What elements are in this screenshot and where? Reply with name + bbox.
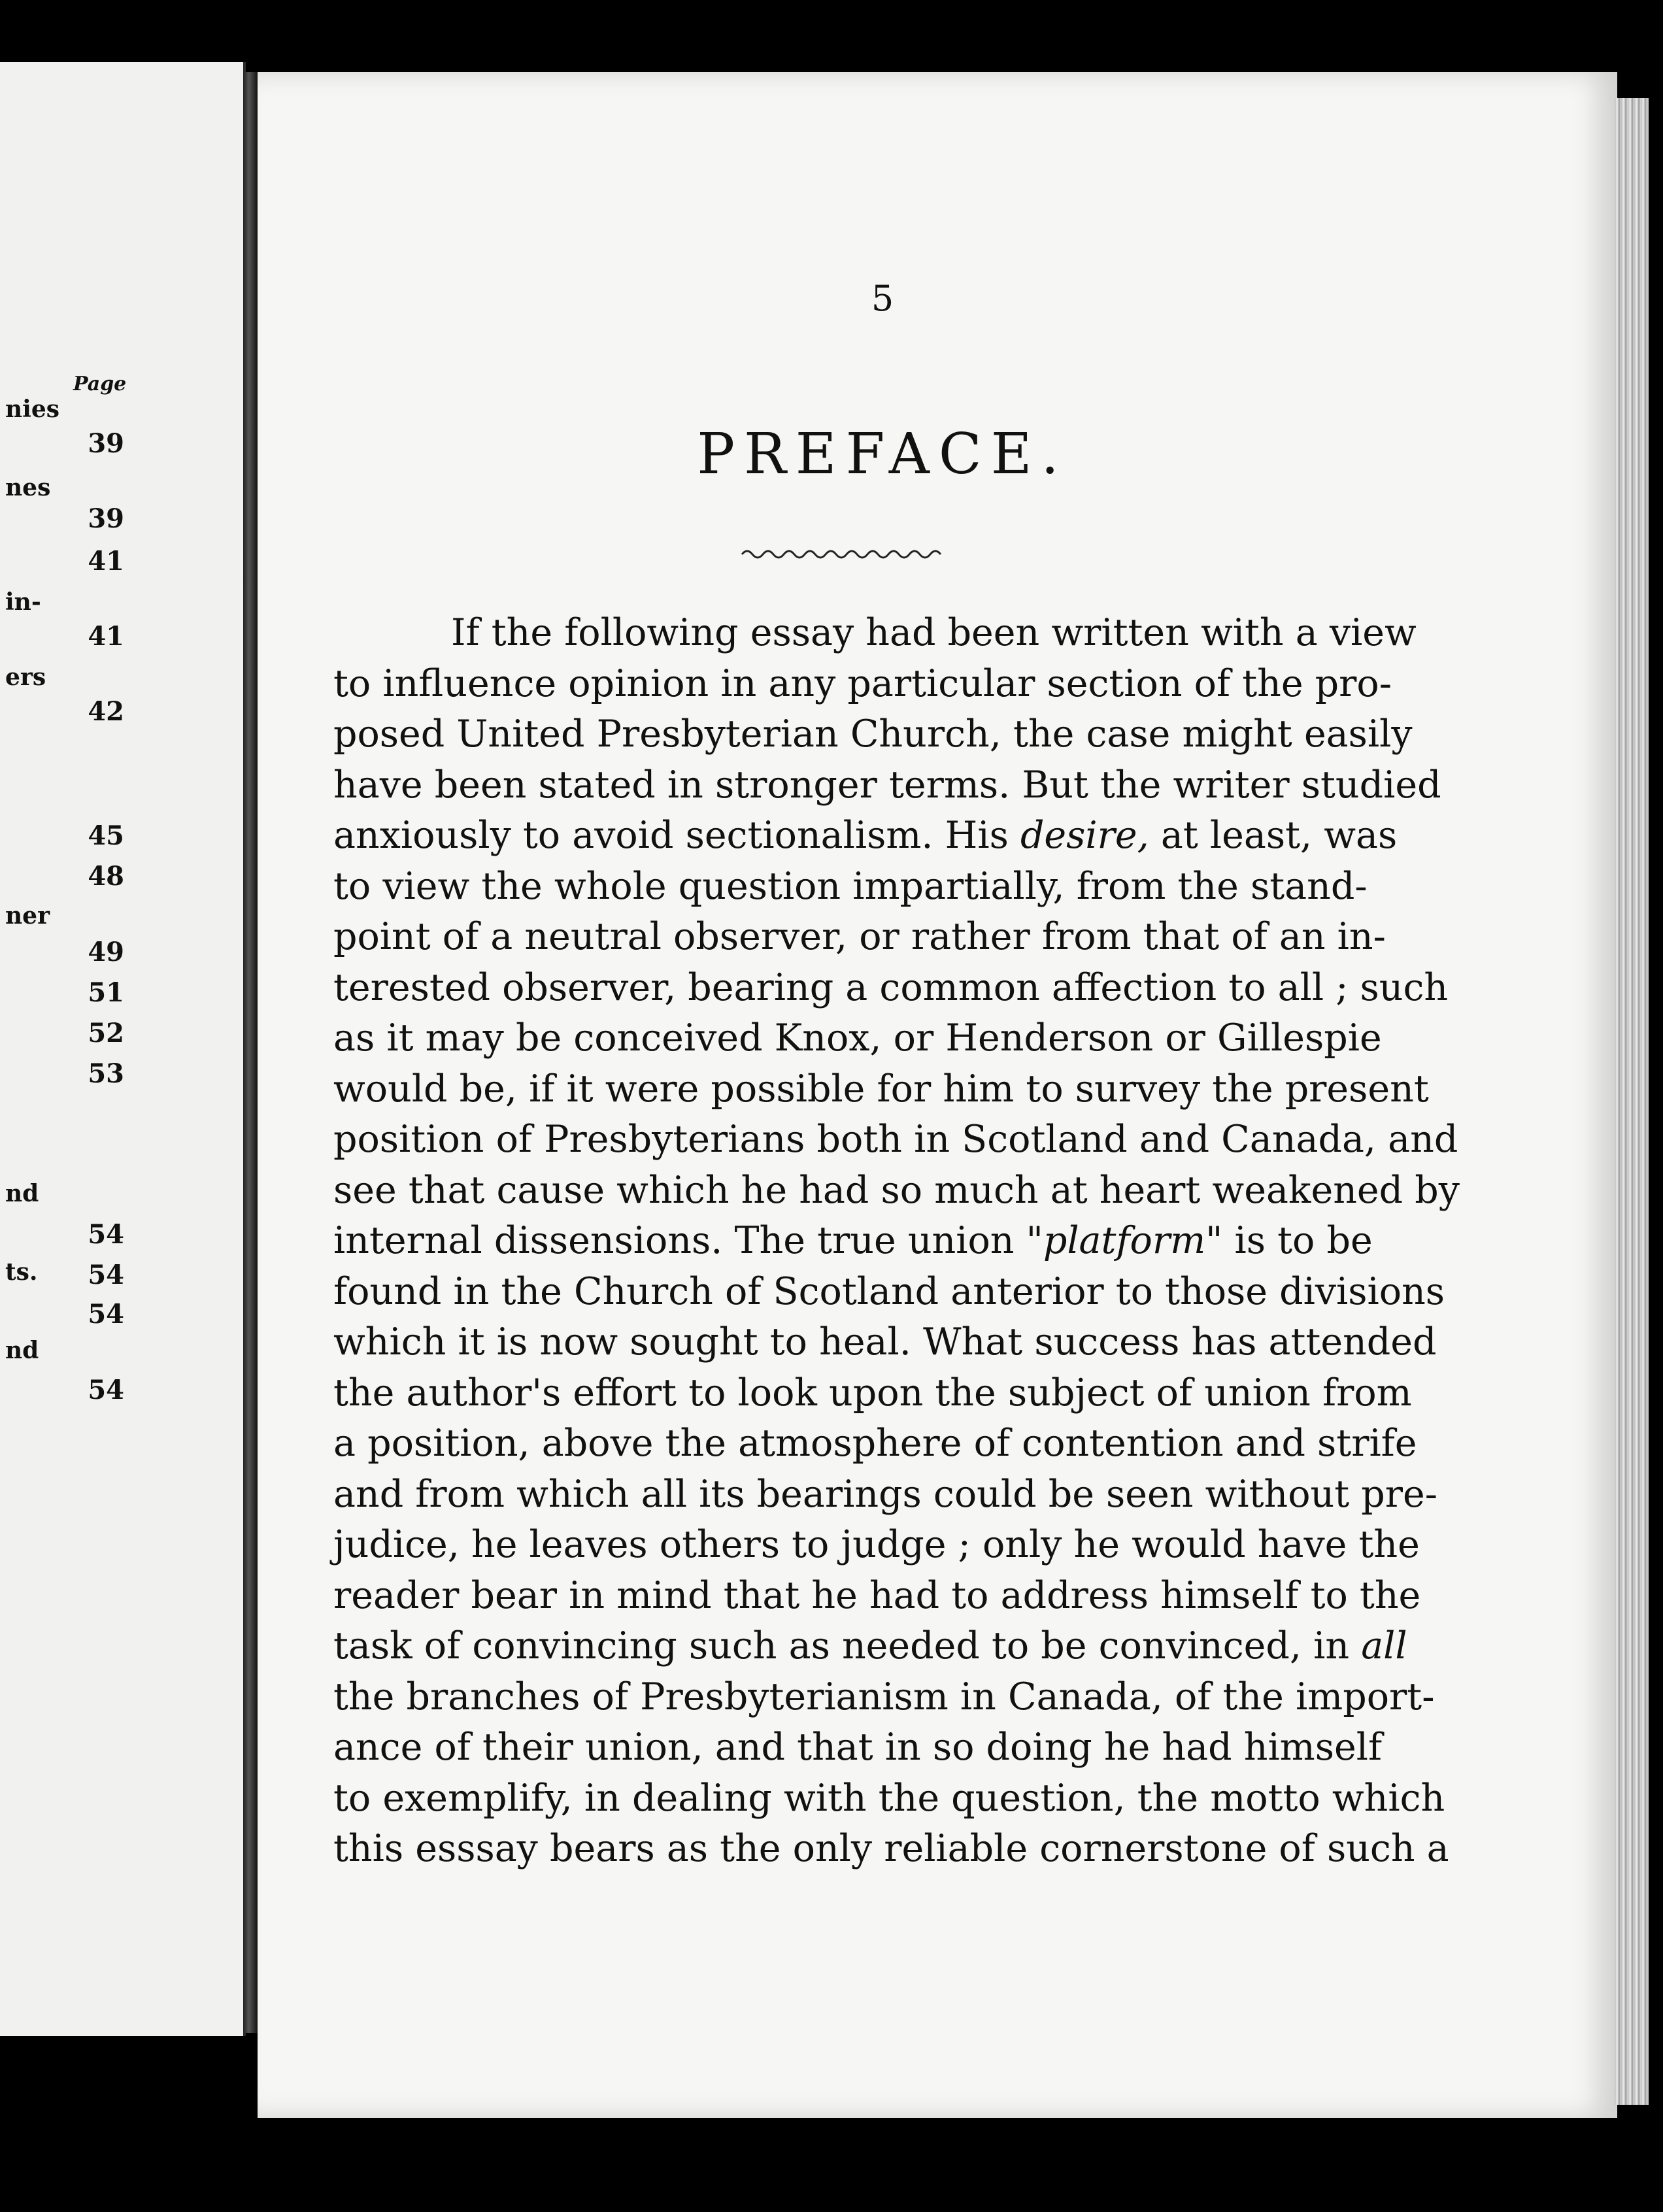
toc-fragment: ner <box>5 902 50 930</box>
text-line: posed United Presbyterian Church, the case might easily <box>333 712 1413 756</box>
text-line: a position, above the atmosphere of contention and strife <box>333 1422 1417 1465</box>
toc-fragment: nd <box>5 1180 39 1207</box>
italic-word: all <box>1361 1624 1407 1667</box>
text-line-with-italic: anxiously to avoid sectionalism. His desire, at least, was <box>333 814 1398 857</box>
toc-fragment: nes <box>5 474 51 501</box>
text-line: judice, he leaves others to judge ; only he would have the <box>333 1523 1420 1566</box>
text-line: the branches of Presbyterianism in Canada, of the import- <box>333 1675 1435 1718</box>
toc-page-number: 54 <box>88 1260 124 1290</box>
left-page <box>0 62 246 2036</box>
text-line: point of a neutral observer, or rather from that of an in- <box>333 915 1386 958</box>
toc-fragment: ers <box>5 663 46 691</box>
toc-page-number: 53 <box>88 1058 124 1089</box>
toc-page-number: 42 <box>88 696 124 727</box>
toc-page-number: 41 <box>88 621 124 652</box>
italic-word: "platform" <box>1026 1219 1223 1262</box>
toc-fragment: nd <box>5 1337 39 1364</box>
text-line: the author's effort to look upon the subject of union from <box>333 1371 1412 1415</box>
toc-page-number: 45 <box>88 820 124 851</box>
text-line: ance of their union, and that in so doing he had himself <box>333 1726 1383 1769</box>
page-title: PREFACE. <box>697 422 1068 487</box>
text-line: and from which all its bearings could be seen without pre- <box>333 1472 1438 1516</box>
text-line: this esssay bears as the only reliable cornerstone of such a <box>333 1827 1449 1870</box>
text-line: found in the Church of Scotland anterior to those divisions <box>333 1269 1445 1313</box>
toc-page-number: 51 <box>88 977 124 1008</box>
toc-page-number: 39 <box>88 503 124 534</box>
toc-fragment: in- <box>5 588 41 616</box>
text-line: to view the whole question impartially, from the stand- <box>333 864 1368 908</box>
text-line: see that cause which he had so much at heart weakened by <box>333 1168 1460 1212</box>
toc-page-number: 54 <box>88 1299 124 1330</box>
preface-paragraph <box>333 608 1460 1875</box>
toc-page-number: 39 <box>88 428 124 459</box>
text-line: reader bear in mind that he had to address himself to the <box>333 1573 1421 1617</box>
toc-fragment: ts. <box>5 1258 38 1286</box>
toc-page-header: Page <box>73 373 127 395</box>
toc-page-number: 54 <box>88 1375 124 1405</box>
toc-fragment: nies <box>5 395 60 423</box>
italic-word: desire, <box>1020 814 1149 857</box>
wavy-ornament-divider <box>739 543 948 569</box>
text-line: which it is now sought to heal. What success has attended <box>333 1320 1437 1364</box>
text-line: have been stated in stronger terms. But the writer studied <box>333 763 1441 807</box>
toc-page-number: 49 <box>88 937 124 967</box>
text-line: as it may be conceived Knox, or Henderson or Gillespie <box>333 1016 1382 1060</box>
page-number: 5 <box>871 278 894 319</box>
toc-page-number: 52 <box>88 1018 124 1048</box>
text-line: to exemplify, in dealing with the question, the motto which <box>333 1776 1445 1820</box>
book-gutter <box>243 72 258 2033</box>
toc-page-number: 48 <box>88 861 124 892</box>
text-line-with-italic: internal dissensions. The true union "platform" is to be <box>333 1219 1373 1262</box>
text-line: position of Presbyterians both in Scotland and Canada, and <box>333 1118 1458 1161</box>
text-line-with-italic: task of convincing such as needed to be convinced, in all <box>333 1624 1407 1667</box>
toc-page-number: 54 <box>88 1219 124 1250</box>
page-edges <box>1615 98 1649 2105</box>
text-line: terested observer, bearing a common affection to all ; such <box>333 965 1449 1009</box>
text-line: to influence opinion in any particular section of the pro- <box>333 662 1392 705</box>
text-line: would be, if it were possible for him to survey the present <box>333 1067 1429 1111</box>
text-line: If the following essay had been written with a view <box>451 611 1417 654</box>
toc-page-number: 41 <box>88 546 124 577</box>
